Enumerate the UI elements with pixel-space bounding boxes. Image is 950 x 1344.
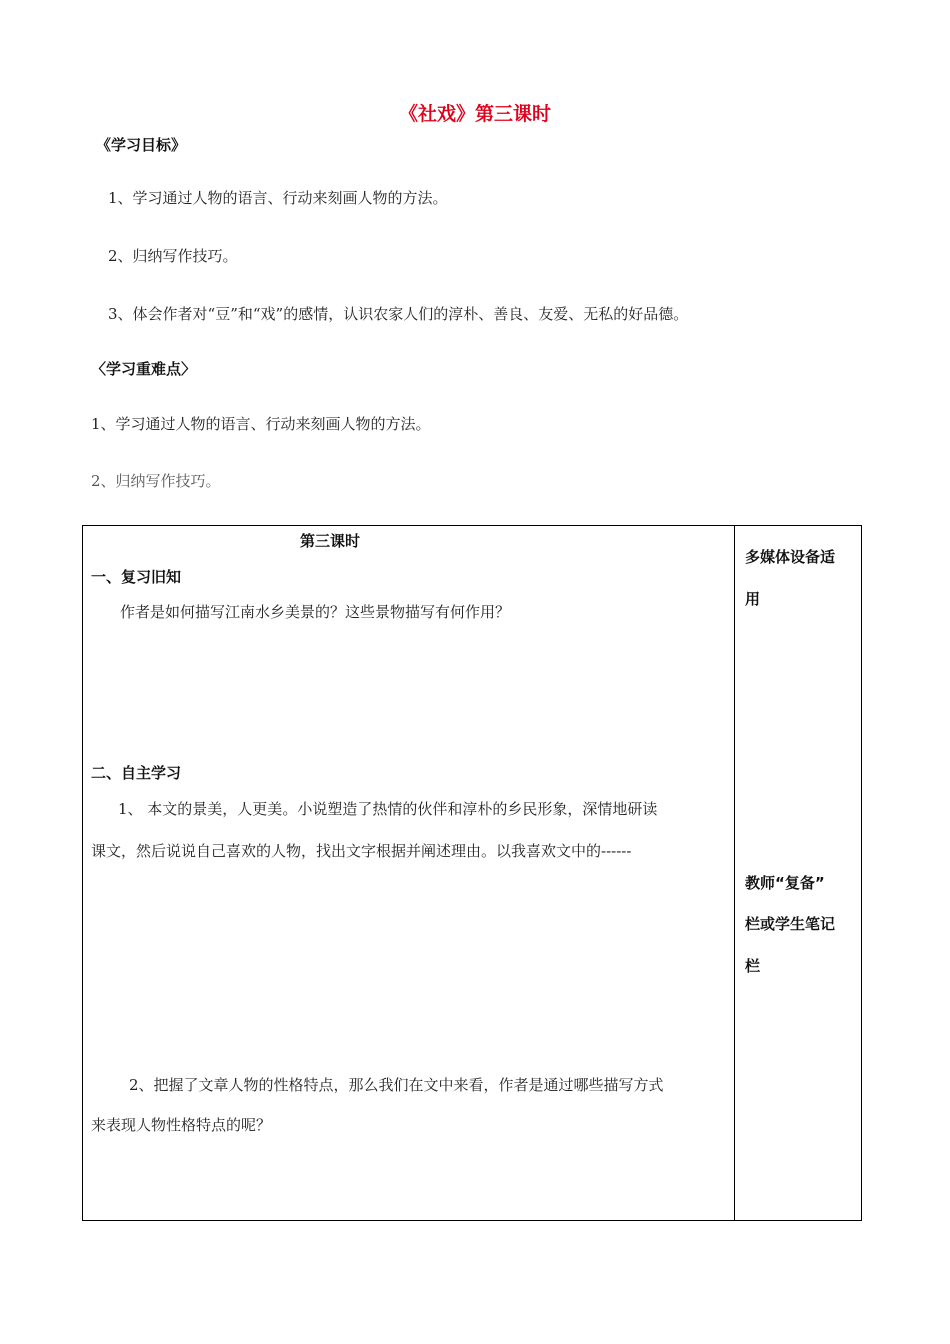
page-title: 《社戏》第三课时 [398,103,551,125]
side-notes-line1: 教师“复备” [745,874,825,892]
section2-heading: 二、自主学习 [91,764,182,782]
section2-item2-line2: 来表现人物性格特点的呢？ [91,1116,272,1134]
key-point-item-2: 2、归纳写作技巧。 [91,472,221,490]
side-media-line1: 多媒体设备适 [745,548,836,566]
key-points-heading: 〈学习重难点〉 [91,360,197,378]
side-notes-line2: 栏或学生笔记 [745,915,836,933]
section2-item1-line1: 1、 本文的景美，人更美。小说塑造了热情的伙伴和淳朴的乡民形象，深情地研读 [118,800,658,818]
table-column-divider [734,525,735,1221]
section1-heading: 一、复习旧知 [91,568,182,586]
objective-item-1: 1、学习通过人物的语言、行动来刻画人物的方法。 [108,189,448,207]
objectives-heading: 《学习目标》 [96,136,187,154]
objective-item-2: 2、归纳写作技巧。 [108,247,238,265]
side-notes-line3: 栏 [745,957,761,975]
side-media-line2: 用 [745,590,761,608]
objective-item-3: 3、体会作者对“豆”和“戏”的感情，认识农家人们的淳朴、善良、友爱、无私的好品德。 [108,305,689,323]
key-point-item-1: 1、学习通过人物的语言、行动来刻画人物的方法。 [91,415,431,433]
section1-question: 作者是如何描写江南水乡美景的？这些景物描写有何作用？ [120,603,511,621]
section2-item2-line1: 2、把握了文章人物的性格特点，那么我们在文中来看，作者是通过哪些描写方式 [129,1076,664,1094]
section2-item1-line2: 课文，然后说说自己喜欢的人物，找出文字根据并阐述理由。以我喜欢文中的------ [91,842,632,860]
lesson-title: 第三课时 [300,532,361,550]
